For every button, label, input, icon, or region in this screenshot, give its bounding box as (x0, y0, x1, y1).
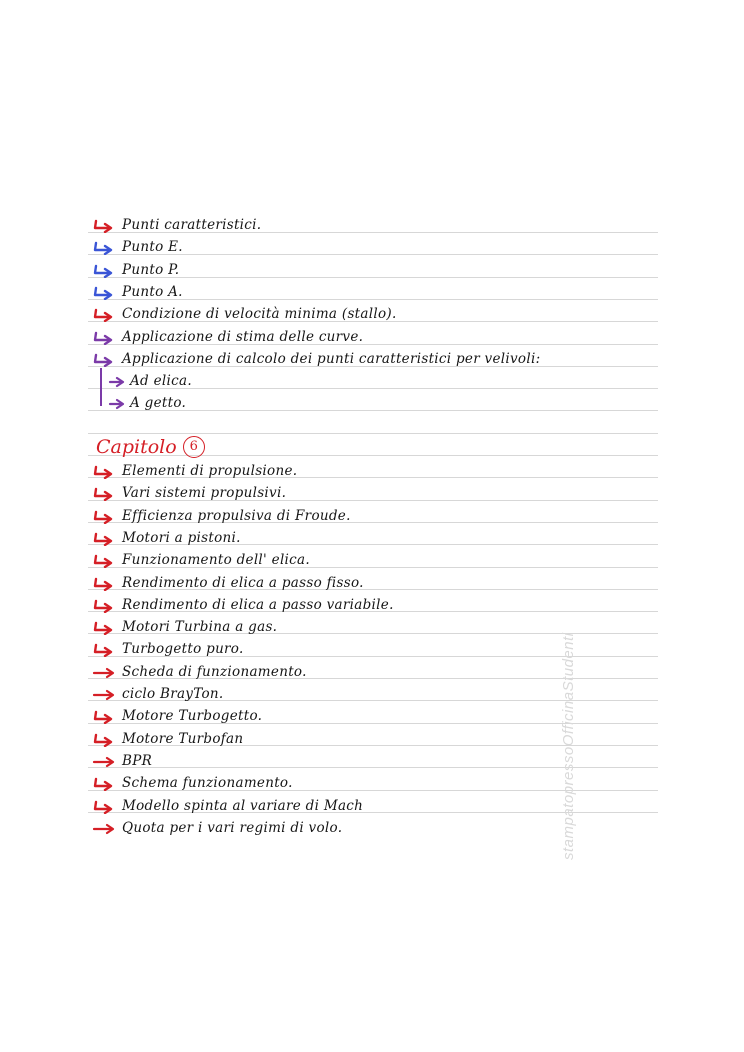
list-item (92, 548, 310, 568)
list-item (92, 526, 241, 546)
list-item (92, 459, 297, 479)
list-item (92, 213, 261, 233)
hook-arrow-icon (92, 599, 118, 613)
hook-arrow-icon (92, 286, 118, 300)
straight-arrow-icon (92, 688, 118, 702)
list-item-text: Elementi di propulsione. (122, 463, 298, 479)
list-item (92, 816, 342, 836)
hook-arrow-icon (92, 577, 118, 591)
list-item (92, 302, 397, 322)
list-item (92, 615, 277, 635)
list-item (92, 727, 243, 747)
list-item-text: BPR (122, 753, 153, 769)
hook-arrow-icon (92, 487, 118, 501)
list-item (92, 771, 293, 791)
list-item-text: Punto A. (122, 284, 183, 300)
list-item-text: Rendimento di elica a passo variabile. (122, 597, 394, 613)
list-item (92, 258, 179, 278)
rule-line (88, 433, 658, 434)
chapter-heading (96, 436, 205, 458)
list-item-text: A getto. (130, 395, 187, 411)
list-item (92, 481, 286, 501)
watermark: stampatopressoOfficinaStudenti (560, 632, 577, 860)
hook-arrow-icon (92, 733, 118, 747)
hook-arrow-icon (92, 554, 118, 568)
list-item (92, 794, 363, 814)
hook-arrow-icon (92, 241, 118, 255)
list-item (92, 280, 183, 300)
list-item (92, 504, 351, 524)
list-item-text: Condizione di velocità minima (stallo). (122, 306, 397, 322)
list-item-text: Efficienza propulsiva di Froude. (122, 508, 351, 524)
list-item (92, 704, 262, 724)
chapter-number-badge: 6 (183, 436, 205, 458)
list-item-text: ciclo BrayTon. (122, 686, 224, 702)
list-item-text: Punti caratteristici. (122, 217, 262, 233)
list-item-text: Ad elica. (130, 373, 192, 389)
hook-arrow-icon (92, 532, 118, 546)
hook-arrow-icon (92, 510, 118, 524)
hook-arrow-icon (92, 331, 118, 345)
list-item (92, 571, 364, 591)
list-item-text: Applicazione di stima delle curve. (122, 329, 364, 345)
chapter-title: Capitolo (96, 436, 177, 458)
straight-arrow-icon (92, 755, 118, 769)
list-item-text: Punto P. (122, 262, 180, 278)
hook-arrow-icon (92, 264, 118, 278)
list-item-text: Funzionamento dell' elica. (122, 552, 310, 568)
list-item-text: Applicazione di calcolo dei punti caratteristici per velivoli: (122, 351, 541, 367)
list-item-text: Rendimento di elica a passo fisso. (122, 575, 364, 591)
list-item (100, 369, 192, 389)
hook-arrow-icon (92, 353, 118, 367)
list-item (92, 347, 540, 367)
list-item (92, 637, 244, 657)
hook-arrow-icon (92, 777, 118, 791)
list-item (92, 593, 394, 613)
list-item (92, 682, 224, 702)
hook-arrow-icon (92, 710, 118, 724)
list-item-text: Motore Turbofan (122, 731, 244, 747)
list-item (100, 391, 186, 411)
list-item-text: Scheda di funzionamento. (122, 664, 307, 680)
list-item-text: Modello spinta al variare di Mach (122, 798, 364, 814)
list-item-text: Motori Turbina a gas. (122, 619, 278, 635)
hook-arrow-icon (92, 621, 118, 635)
hook-arrow-icon (92, 219, 118, 233)
list-item-text: Turbogetto puro. (122, 641, 244, 657)
list-item (92, 325, 363, 345)
straight-arrow-icon (92, 666, 118, 680)
list-item-text: Motori a pistoni. (122, 530, 241, 546)
sub-branch-line (100, 368, 102, 406)
hook-arrow-icon (92, 308, 118, 322)
straight-arrow-icon (92, 822, 118, 836)
branch-arrow-icon (100, 397, 126, 411)
hook-arrow-icon (92, 800, 118, 814)
list-item (92, 660, 307, 680)
list-item-text: Schema funzionamento. (122, 775, 293, 791)
list-item-text: Punto E. (122, 239, 183, 255)
hook-arrow-icon (92, 465, 118, 479)
list-item-text: Quota per i vari regimi di volo. (122, 820, 343, 836)
hook-arrow-icon (92, 643, 118, 657)
list-item (92, 749, 152, 769)
branch-arrow-icon (100, 375, 126, 389)
list-item-text: Vari sistemi propulsivi. (122, 485, 287, 501)
list-item (92, 235, 183, 255)
list-item-text: Motore Turbogetto. (122, 708, 263, 724)
